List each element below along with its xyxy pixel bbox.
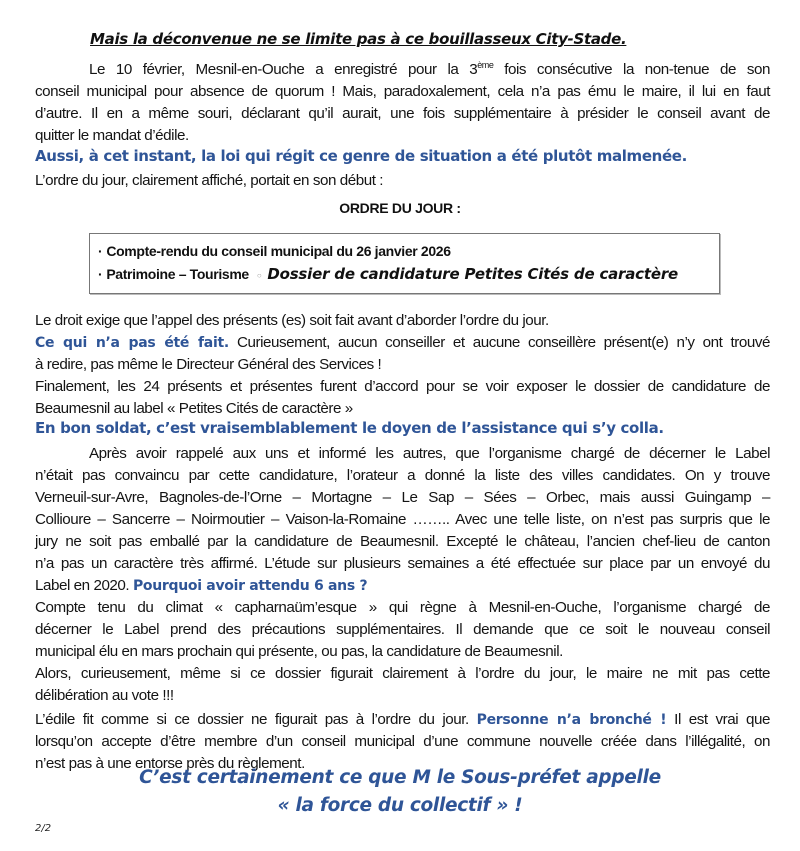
paragraph-1-line-1 (35, 59, 770, 81)
headline-good-soldier: En bon soldat, c’est vraisemblablement le doyen de l’assistance qui s’y colla. (35, 419, 664, 437)
paragraph-5-line-4: Collioure – Sancerre – Noirmoutier – Vaison-la-Romaine …….. Avec une telle liste, on n’est pas surpris que le (35, 511, 770, 528)
paragraph-5-line-2: n’était pas convaincu par cette candidature, l’orateur a donné la liste des villes candidates. On y trouve (35, 467, 770, 484)
text-segment: Il est vrai que (666, 711, 770, 728)
agenda-item-detail: Dossier de candidature Petites Cités de caractère (267, 265, 678, 283)
paragraph-6-line-3: municipal élu en mars prochain qui présente, ou pas, la candidature de Beaumesnil. (35, 643, 563, 660)
text-segment: Après avoir rappelé aux uns et informé les autres, que l’organisme chargé de décerner le Label (89, 445, 770, 462)
paragraph-5-line-1 (35, 443, 770, 465)
paragraph-2: Le droit exige que l’appel des présents (es) soit fait avant d’aborder l’ordre du jour. (35, 312, 549, 329)
text-segment: Le 10 février, Mesnil-en-Ouche a enregistré pour la 3 (89, 61, 478, 78)
paragraph-5-line-6: n’a pas un caractère très affirmé. L’étude sur plusieurs semaines a été effectuée sur place par un envoyé du (35, 555, 770, 572)
paragraph-7-line-1: Alors, curieusement, même si ce dossier figurait clairement à l’ordre du jour, le maire ne mit pas cette (35, 665, 770, 682)
agenda-item-text: Compte-rendu du conseil municipal du 26 janvier 2026 (106, 243, 451, 259)
superscript: ème (477, 59, 494, 70)
conclusion-line-2: « la force du collectif » ! (277, 795, 523, 816)
paragraph-5-line-7 (35, 575, 367, 597)
text-segment: L’édile fit comme si ce dossier ne figurait pas à l’ordre du jour. (35, 711, 477, 728)
text-segment: Curieusement, aucun conseiller et aucune conseillère présent(e) n’y ont trouvé (228, 334, 770, 351)
circle-separator-icon: ○ (256, 270, 262, 280)
paragraph-4-line-1: Finalement, les 24 présents et présentes furent d’accord pour se voir exposer le dossier de candidature de (35, 378, 770, 395)
emphasis-nobody-flinched: Personne n’a bronché ! (476, 712, 667, 728)
paragraph-3-line-1 (35, 332, 770, 354)
headline-law-mistreated: Aussi, à cet instant, la loi qui régit ce genre de situation a été plutôt malmenée. (35, 147, 687, 165)
emphasis-not-done: Ce qui n’a pas été fait. (35, 335, 229, 351)
text-segment: Label en 2020. (35, 577, 133, 594)
text-segment: fois consécutive la non-tenue de son (493, 61, 770, 78)
page-number: 2/2 (35, 823, 52, 834)
paragraph-6-line-2: décerner le Label prend des précautions supplémentaires. Il demande que ce soit le nouveau conseil (35, 621, 770, 638)
agenda-heading: ORDRE DU JOUR : (339, 200, 461, 216)
bullet-icon: · (98, 243, 103, 259)
bullet-icon: · (98, 266, 103, 282)
paragraph-8-line-1 (35, 709, 770, 731)
paragraph-4-line-2: Beaumesnil au label « Petites Cités de caractère » (35, 400, 353, 417)
paragraph-1-line-4: quitter le mandat d’édile. (35, 127, 189, 144)
paragraph-8-line-2: lorsqu’on accepte d’être membre d’un conseil municipal d’une commune nouvelle créée dans l’illégalité, on (35, 733, 770, 750)
agenda-intro: L’ordre du jour, clairement affiché, portait en son début : (35, 172, 384, 189)
agenda-item-label: Patrimoine – Tourisme (106, 266, 249, 282)
paragraph-3-line-2: à redire, pas même le Directeur Général des Services ! (35, 356, 382, 373)
paragraph-8-line-3: n’est pas à une entorse près du règlement. (35, 755, 305, 772)
paragraph-5-line-5: jury ne soit pas emballé par la candidature de Beaumesnil. Excepté le château, l’ancien chef-lieu de canton (35, 533, 770, 550)
conclusion-line-1: C’est certainement ce que M le Sous-préfet appelle (139, 767, 661, 788)
paragraph-7-line-2: délibération au vote !!! (35, 687, 174, 704)
agenda-item-2 (98, 265, 678, 283)
agenda-box (89, 233, 720, 294)
paragraph-6-line-1: Compte tenu du climat « capharnaüm’esque » qui règne à Mesnil-en-Ouche, l’organisme chargé de (35, 599, 770, 616)
emphasis-why-wait: Pourquoi avoir attendu 6 ans ? (132, 578, 368, 594)
section-title: Mais la déconvenue ne se limite pas à ce bouillasseux City-Stade. (90, 30, 627, 48)
paragraph-1-line-2: conseil municipal pour absence de quorum ! Mais, paradoxalement, cela n’a pas ému le maire, il lui en faut (35, 83, 770, 100)
paragraph-1-line-3: d’autre. Il en a même souri, déclarant qu’il aurait, une fois supplémentaire à présider le conseil avant de (35, 105, 770, 122)
paragraph-5-line-3: Verneuil-sur-Avre, Bagnoles-de-l’Orne – Mortagne – Le Sap – Sées – Orbec, mais aussi Guingamp – (35, 489, 770, 506)
agenda-item-1 (98, 243, 451, 259)
